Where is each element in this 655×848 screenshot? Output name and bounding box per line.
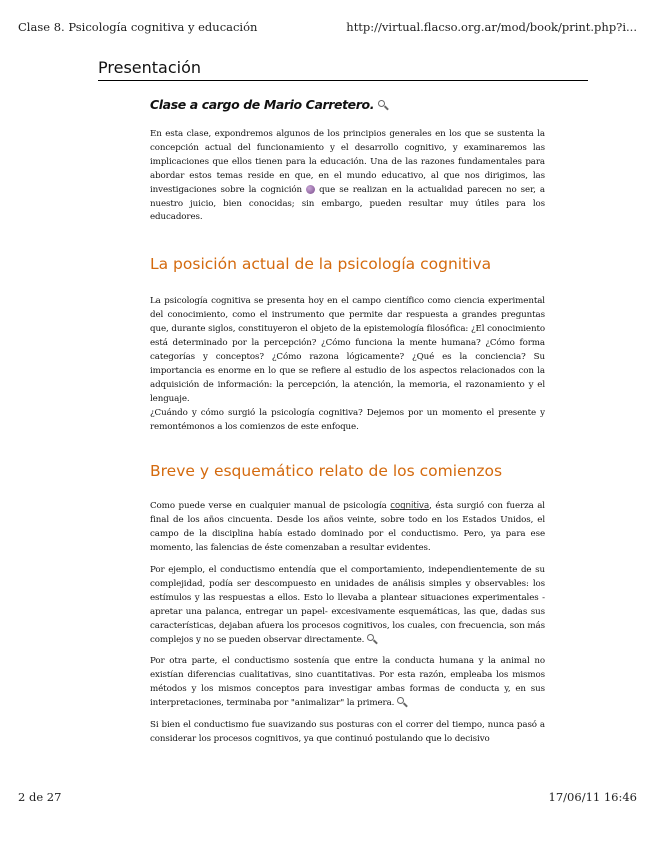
class-author-text: Clase a cargo de Mario Carretero. (150, 97, 375, 112)
section2-paragraph-2 (150, 564, 545, 647)
page-number: 2 de 27 (18, 790, 62, 804)
section2-p3-text: Por otra parte, el conductismo sostenía que entre la conducta humana y la animal no existían diferencias cualitativas, sino cuantitativas. Por esta razón, empleaba los mismos métodos y los mismos conceptos para investigar ambas formas de conducta y, en sus interpretaciones, terminaba por "animalizar" la primera. (150, 656, 545, 709)
book-content (150, 96, 545, 755)
intro-paragraph (150, 128, 545, 225)
intro-text-before: En esta clase, expondremos algunos de los principios generales en los que se sustenta la concepción actual del funcionamiento y el desarrollo cognitivo, y examinaremos las implicaciones que ellos tienen para la educación. Una de las razones fundamentales para abordar estos temas reside en que, en el mundo educativo, al que nos dirigimos, las investigaciones sobre la cognición (150, 129, 545, 195)
magnifier-icon[interactable] (367, 634, 378, 645)
section2-paragraph-3 (150, 655, 545, 711)
print-header-title: Clase 8. Psicología cognitiva y educación (18, 20, 258, 34)
class-author-heading (150, 96, 545, 114)
section2-paragraph-1 (150, 500, 545, 556)
section2-p2-text: Por ejemplo, el conductismo entendía que el comportamiento, independientemente de su complejidad, podía ser descompuesto en unidades de análisis simples y observables: los estímulos y las respuestas a ellos. Esto lo llevaba a plantear situaciones experimentales -apretar una palanca, entregar un papel- excesivamente esquemáticas, las que, dadas sus características, dejaban afuera los procesos cognitivos, los cuales, con frecuencia, son más complejos y no se pueden observar directamente. (150, 565, 545, 645)
section-heading-beginnings: Breve y esquemático relato de los comienzos (150, 462, 503, 481)
glossary-link-cognitiva[interactable]: cognitiva (390, 501, 430, 512)
print-header-url: http://virtual.flacso.org.ar/mod/book/print.php?i... (346, 20, 637, 34)
section1-paragraph-1: La psicología cognitiva se presenta hoy en el campo científico como ciencia experimental del conocimiento, como el instrumento que permite dar respuesta a grandes preguntas que, durante siglos, constituyeron el objeto de la epistemología filosófica: ¿El conocimiento está determinado por la percepción? ¿Cómo funciona la mente humana? ¿Cómo forma categorías y conceptos? ¿Cómo razona lógicamente? ¿Qué es la conciencia? Su importancia es enorme en lo que se refiere al estudio de los aspectos relacionados con la adquisición de información: la percepción, la atención, la memoria, el razonamiento y el lenguaje. (150, 296, 545, 404)
page-title: Presentación (98, 58, 588, 81)
magnifier-icon[interactable] (397, 697, 408, 708)
section1-paragraph-2: ¿Cuándo y cómo surgió la psicología cognitiva? Dejemos por un momento el presente y remontémonos a los comienzos de este enfoque. (150, 407, 545, 432)
section-heading-current-position: La posición actual de la psicología cognitiva (150, 255, 492, 274)
section2-paragraph-4: Si bien el conductismo fue suavizando sus posturas con el correr del tiempo, nunca pasó a considerar los procesos cognitivos, ya que continuó postulando que lo decisivo (150, 720, 545, 744)
magnifier-icon[interactable] (378, 100, 389, 111)
brain-icon[interactable] (306, 185, 315, 194)
section2-p1-before: Como puede verse en cualquier manual de psicología (150, 501, 387, 512)
print-datetime: 17/06/11 16:46 (548, 790, 637, 804)
intro-text-after: que se realizan en la actualidad parecen no ser, a nuestro juicio, bien conocidas; sin embargo, pueden resultar muy útiles para los educadores. (150, 184, 545, 223)
section2-p1-after: , ésta surgió con fuerza al final de los años cincuenta. Desde los años veinte, sobre todo en los Estados Unidos, el campo de la disciplina había estado dominado por el conductismo. Pero, ya para ese momento, las falencias de éste comenzaban a resultar evidentes. (150, 501, 545, 554)
